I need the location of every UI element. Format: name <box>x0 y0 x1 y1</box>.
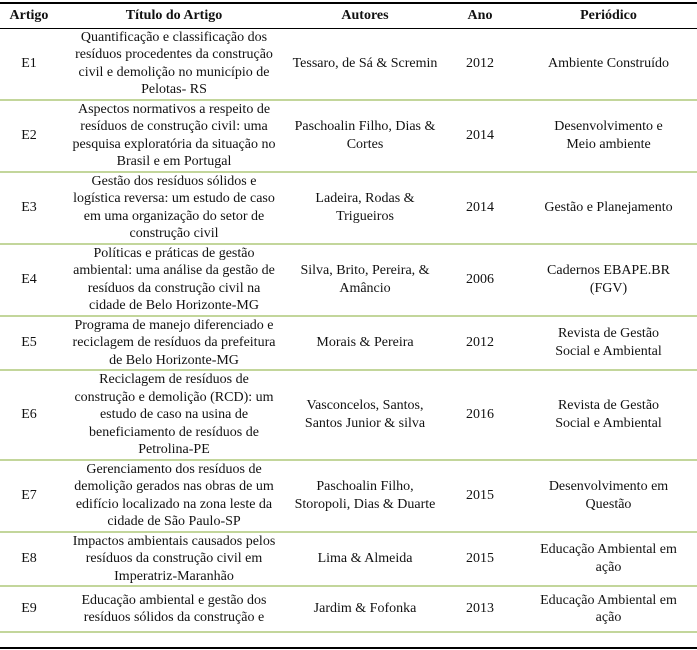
article-year: 2015 <box>466 551 494 566</box>
article-id: E4 <box>21 271 37 287</box>
article-authors: Paschoalin Filho, Dias & Cortes <box>294 119 436 152</box>
article-id: E2 <box>21 127 37 143</box>
article-title: Gerenciamento dos resíduos de demolição gerados nas obras de um edifício localizado na zona leste da cidade de São Paulo-SP <box>74 461 274 529</box>
header-row <box>0 3 697 28</box>
articles-table <box>0 2 697 633</box>
article-title: Quantificação e classificação dos resíduos procedentes da construção civil e demolição no município de Pelotas- RS <box>75 29 273 97</box>
article-authors: Jardim & Fofonka <box>313 601 417 617</box>
article-authors: Lima & Almeida <box>317 551 413 566</box>
article-journal: Cadernos EBAPE.BR (FGV) <box>547 263 670 296</box>
article-year: 2015 <box>466 487 494 503</box>
table-row <box>0 532 697 587</box>
article-id: E5 <box>21 335 37 350</box>
article-title: Aspectos normativos a respeito de resíduos de construção civil: uma pesquisa exploratória da situação no Brasil e em Portugal <box>72 101 276 169</box>
header-ano: Ano <box>467 8 493 23</box>
table-row <box>0 460 697 532</box>
header-titulo: Título do Artigo <box>125 8 223 23</box>
header-autores: Autores <box>341 8 389 23</box>
article-id: E8 <box>21 551 37 566</box>
article-year: 2006 <box>466 271 494 287</box>
header-artigo: Artigo <box>9 8 49 23</box>
article-year: 2014 <box>466 199 494 215</box>
article-authors: Morais & Pereira <box>316 335 414 350</box>
table-row <box>0 100 697 172</box>
article-title: Gestão dos resíduos sólidos e logística reversa: um estudo de caso em uma organização do setor de construção civil <box>73 173 275 241</box>
article-authors: Paschoalin Filho, Storopoli, Dias & Duarte <box>294 479 436 512</box>
article-authors: Silva, Brito, Pereira, & Amâncio <box>300 263 430 296</box>
article-id: E3 <box>21 199 37 215</box>
table-row <box>0 586 697 632</box>
article-journal: Desenvolvimento em Questão <box>548 479 669 512</box>
article-authors: Ladeira, Rodas & Trigueiros <box>315 191 415 224</box>
article-title: Reciclagem de resíduos de construção e demolição (RCD): um estudo de caso na usina de beneficiamento de resíduos de Petrolina-PE <box>74 372 274 457</box>
table-row <box>0 244 697 316</box>
article-id: E9 <box>21 601 37 617</box>
article-title: Políticas e práticas de gestão ambiental: uma análise da gestão de resíduos da construção civil na cidade de Belo Horizonte-MG <box>73 245 275 313</box>
article-journal: Desenvolvimento e Meio ambiente <box>554 119 663 152</box>
article-title: Programa de manejo diferenciado e reciclagem de resíduos da prefeitura de Belo Horizonte-MG <box>72 317 276 368</box>
article-authors: Vasconcelos, Santos, Santos Junior & silva <box>304 398 426 431</box>
table-row <box>0 370 697 460</box>
article-id: E1 <box>21 55 37 71</box>
article-title: Impactos ambientais causados pelos resíduos da construção civil em Imperatriz-Maranhão <box>72 533 276 584</box>
article-year: 2012 <box>466 335 494 350</box>
article-id: E7 <box>21 487 37 503</box>
article-id: E6 <box>21 407 37 422</box>
table-row <box>0 316 697 371</box>
article-journal: Educação Ambiental em ação <box>540 592 677 625</box>
article-title: Educação ambiental e gestão dos resíduos sólidos da construção e <box>81 592 267 625</box>
article-year: 2016 <box>466 407 494 422</box>
article-year: 2014 <box>466 127 494 143</box>
table-row <box>0 28 697 100</box>
article-year: 2013 <box>466 601 494 617</box>
article-journal: Gestão e Planejamento <box>544 199 673 215</box>
table-row <box>0 172 697 244</box>
article-journal: Ambiente Construído <box>548 55 669 71</box>
article-authors: Tessaro, de Sá & Scremin <box>292 55 438 71</box>
article-journal: Revista de Gestão Social e Ambiental <box>555 326 662 359</box>
header-periodico: Periódico <box>580 8 637 23</box>
article-journal: Educação Ambiental em ação <box>540 542 677 575</box>
article-year: 2012 <box>466 55 494 71</box>
article-journal: Revista de Gestão Social e Ambiental <box>555 398 662 431</box>
table-bottom-rule <box>0 647 697 649</box>
